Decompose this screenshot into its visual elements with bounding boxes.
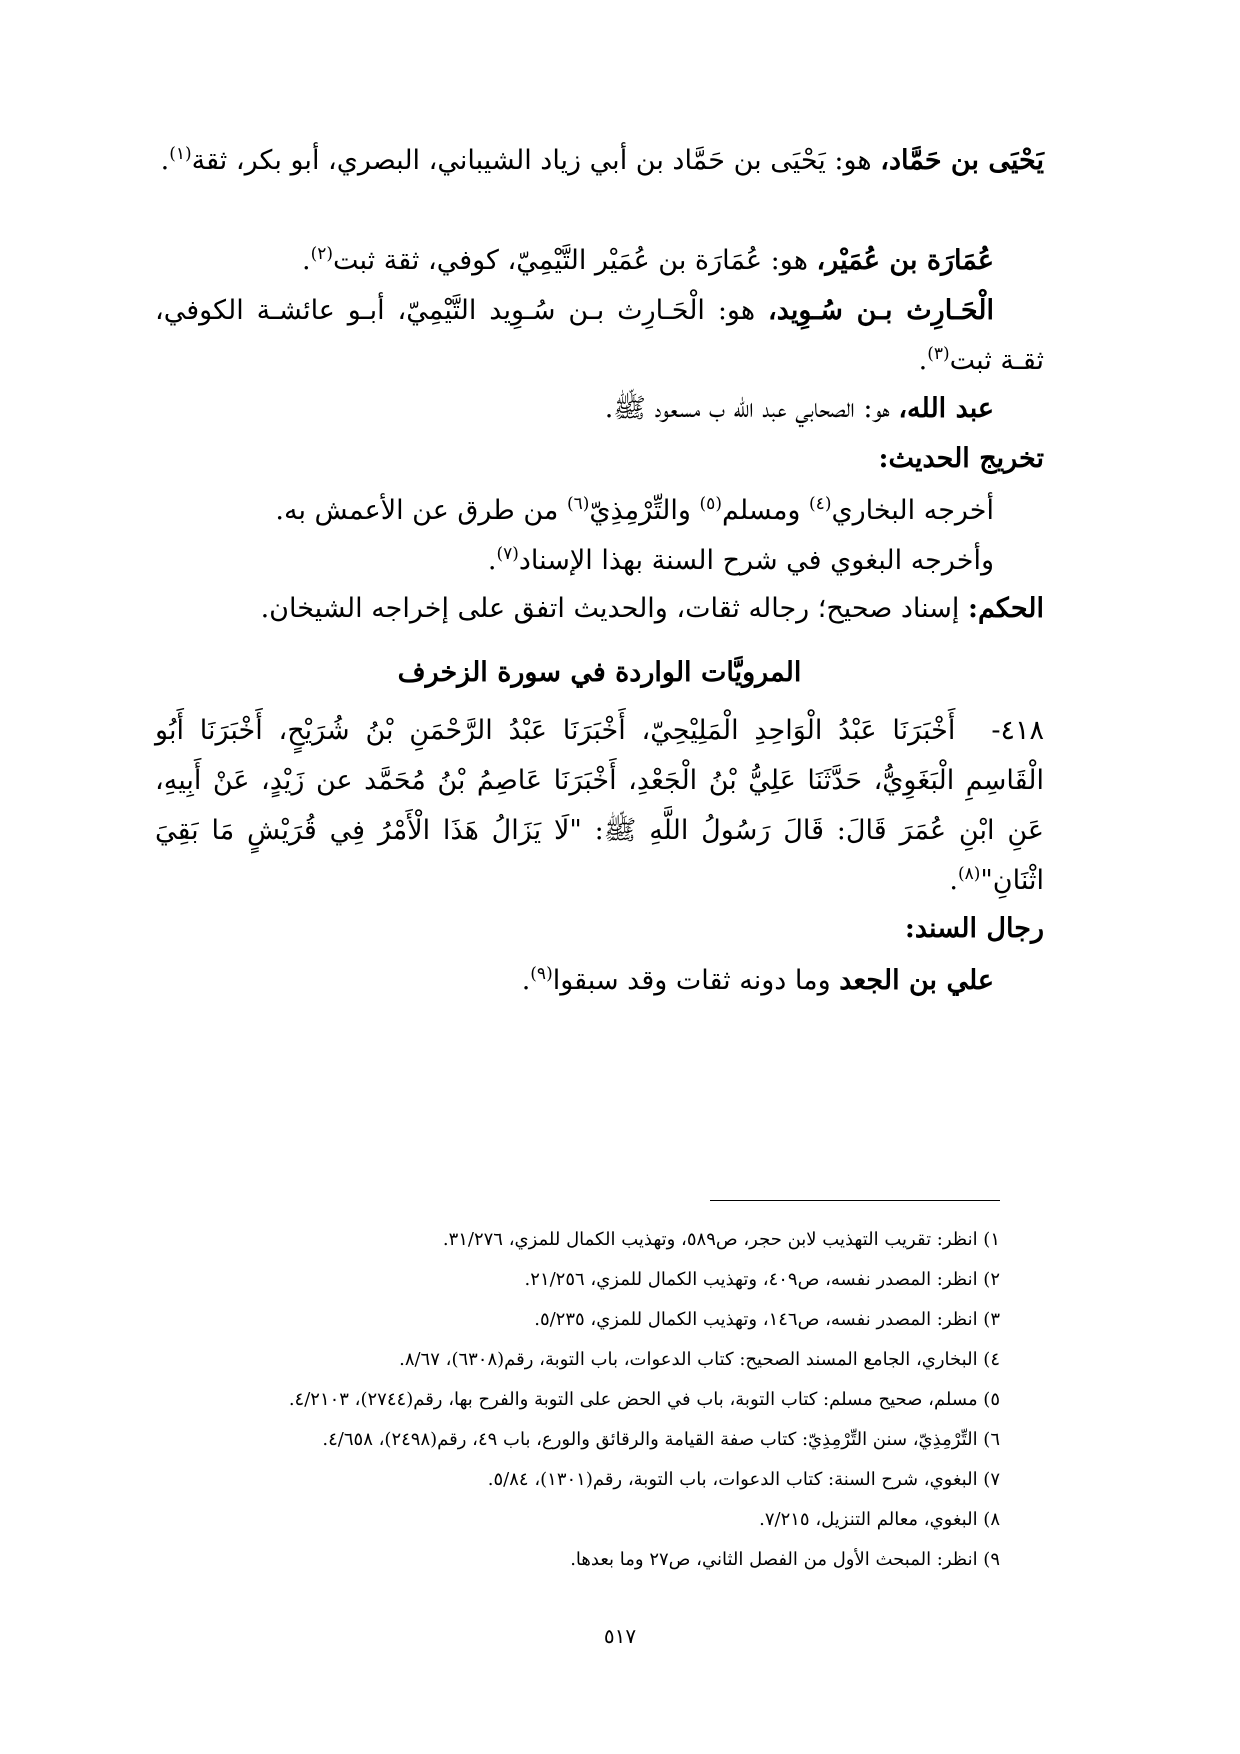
footnote-ref-1[interactable]: (١) — [169, 144, 192, 164]
footnote-9: ٩) انظر: المبحث الأول من الفصل الثاني، ص٢٧ وما بعدها. — [570, 1549, 1000, 1570]
narrator-1-paragraph: يَحْيَى بن حَمَّاد، هو: يَحْيَى بن حَمَّاد بن أبي زياد الشيباني، البصري، أبو بكر، ثقة$^{(١)}$. — [160, 144, 1044, 176]
narrator-2-text: هو: عُمَارَة بن عُمَيْر التَّيْمِيّ، كوفي، ثقة ثبت — [333, 245, 817, 276]
narrator-3-paragraph: الْحَـارِث بـن سُـوِيد، هو: الْحَـارِث بـن سُـوِيد التَّيْمِيّ، أبـو عائشـة الكوفي، ثقـة ثبت$^{(٣)}$. — [155, 295, 1044, 376]
footnote-1: ١) انظر: تقريب التهذيب لابن حجر، ص٥٨٩، وتهذيب الكمال للمزي، ٣١/٢٧٦. — [442, 1229, 1000, 1250]
takhrij-line-1: أخرجه البخاري$^{(٤)}$ ومسلم$^{(٥)}$ والتِّرْمِذِيّ$^{(٦)}$ من طرق عن الأعمش به. — [275, 494, 994, 526]
narrator-2-paragraph: عُمَارَة بن عُمَيْر، هو: عُمَارَة بن عُمَيْر التَّيْمِيّ، كوفي، ثقة ثبت$^{(٢)}$. — [301, 244, 994, 276]
takhrij-line-2: وأخرجه البغوي في شرح السنة بهذا الإسناد$^{(٧)}$. — [487, 544, 994, 576]
footnote-3: ٣) انظر: المصدر نفسه، ص١٤٦، وتهذيب الكمال للمزي، ٥/٢٣٥. — [534, 1309, 1000, 1330]
hukm-text: إسناد صحيح؛ رجاله ثقات، والحديث اتفق على إخراجه الشيخان. — [260, 593, 968, 624]
page-number: ٥١٧ — [603, 1624, 637, 1648]
footnote-ref-7[interactable]: (٧) — [496, 544, 519, 564]
footnote-ref-2[interactable]: (٢) — [310, 244, 333, 264]
narrator-1-name: يَحْيَى بن حَمَّاد، — [880, 145, 1044, 176]
narrator-2-name: عُمَارَة بن عُمَيْر، — [816, 245, 994, 276]
section-title: المرويَّات الواردة في سورة الزخرف — [397, 657, 802, 688]
footnote-ref-6[interactable]: (٦) — [566, 494, 590, 514]
footnote-ref-3[interactable]: (٣) — [927, 344, 950, 364]
rijal-name: علي بن الجعد — [839, 965, 994, 996]
footnote-6: ٦) التِّرْمِذِيّ، سنن التِّرْمِذِيّ: كتاب صفة القيامة والرقائق والورع، باب ٤٩، رقم(٢٤٩٨)، ٤/٦٥٨. — [322, 1429, 1000, 1450]
footnote-ref-4[interactable]: (٤) — [809, 494, 832, 514]
footnote-2: ٢) انظر: المصدر نفسه، ص٤٠٩، وتهذيب الكمال للمزي، ٢١/٢٥٦. — [524, 1269, 1000, 1290]
narrator-4-paragraph — [155, 384, 1044, 434]
narrator-1-text: هو: يَحْيَى بن حَمَّاد بن أبي زياد الشيباني، البصري، أبو بكر، ثقة — [191, 145, 881, 176]
narrator-4-name: عبد الله، — [898, 393, 994, 424]
hukm-line — [155, 584, 1044, 634]
narrator-3-text: هو: الْحَـارِث بـن سُـوِيد التَّيْمِيّ، أبـو عائشـة الكوفي، ثقـة ثبت — [155, 295, 1044, 376]
footnote-5: ٥) مسلم، صحيح مسلم: كتاب التوبة، باب في الحض على التوبة والفرح بها، رقم(٢٧٤٤)، ٤/٢١٠٣. — [288, 1389, 1000, 1410]
rijal-heading: رجال السند: — [904, 913, 1044, 944]
hadith-number: ٤١٨- — [991, 715, 1044, 746]
hadith-paragraph: ٤١٨-أَخْبَرَنَا عَبْدُ الْوَاحِدِ الْمَلِيْحِيّ، أَخْبَرَنَا عَبْدُ الرَّحْمَنِ بْنُ شُرَيْحٍ، أَخْبَرَنَا أَبُو الْقَاسِمِ الْبَغَوِيُّ، حَدَّثَنَا عَلِيُّ بْنُ الْجَعْدِ، أَخْبَرَنَا عَاصِمُ بْنُ مُحَمَّد عن زَيْدٍ، عَنْ أَبِيهِ، عَنِ ابْنِ عُمَرَ قَالَ: قَالَ رَسُولُ اللَّهِ ﷺ: "لَا يَزَالُ هَذَا الْأَمْرُ فِي قُرَيْشٍ مَا بَقِيَ اثْنَانِ"$^{(٨)}$. — [155, 715, 1044, 896]
footnote-8: ٨) البغوي، معالم التنزيل، ٧/٢١٥. — [759, 1509, 1000, 1530]
footnote-ref-8[interactable]: (٨) — [957, 864, 981, 884]
narrator-3-name: الْحَـارِث بـن سُـوِيد، — [767, 295, 994, 326]
footnote-ref-5[interactable]: (٥) — [699, 494, 722, 514]
hukm-label: الحكم: — [967, 593, 1044, 624]
footnote-ref-9[interactable]: (٩) — [530, 964, 553, 984]
hadith-text: أَخْبَرَنَا عَبْدُ الْوَاحِدِ الْمَلِيْحِيّ، أَخْبَرَنَا عَبْدُ الرَّحْمَنِ بْنُ شُرَيْحٍ، أَخْبَرَنَا أَبُو الْقَاسِمِ الْبَغَوِيُّ، حَدَّثَنَا عَلِيُّ بْنُ الْجَعْدِ، أَخْبَرَنَا عَاصِمُ بْنُ مُحَمَّد عن زَيْدٍ، عَنْ أَبِيهِ، عَنِ ابْنِ عُمَرَ قَالَ: قَالَ رَسُولُ اللَّهِ ﷺ: "لَا يَزَالُ هَذَا الْأَمْرُ فِي قُرَيْشٍ مَا بَقِيَ اثْنَانِ" — [155, 715, 1044, 896]
takhrij-heading: تخريج الحديث: — [878, 443, 1044, 474]
footnote-4: ٤) البخاري، الجامع المسند الصحيح: كتاب الدعوات، باب التوبة، رقم(٦٣٠٨)، ٨/٦٧. — [399, 1349, 1000, 1370]
narrator-4-text: هو: الصحابي عبد الله ب مسعود ﷺ. — [604, 393, 899, 424]
footnote-7: ٧) البغوي، شرح السنة: كتاب الدعوات، باب التوبة، رقم(١٣٠١)، ٥/٨٤. — [487, 1469, 1000, 1490]
rijal-line: علي بن الجعد وما دونه ثقات وقد سبقوا$^{(٩)}$. — [521, 964, 994, 996]
footnote-separator — [710, 1200, 1000, 1201]
